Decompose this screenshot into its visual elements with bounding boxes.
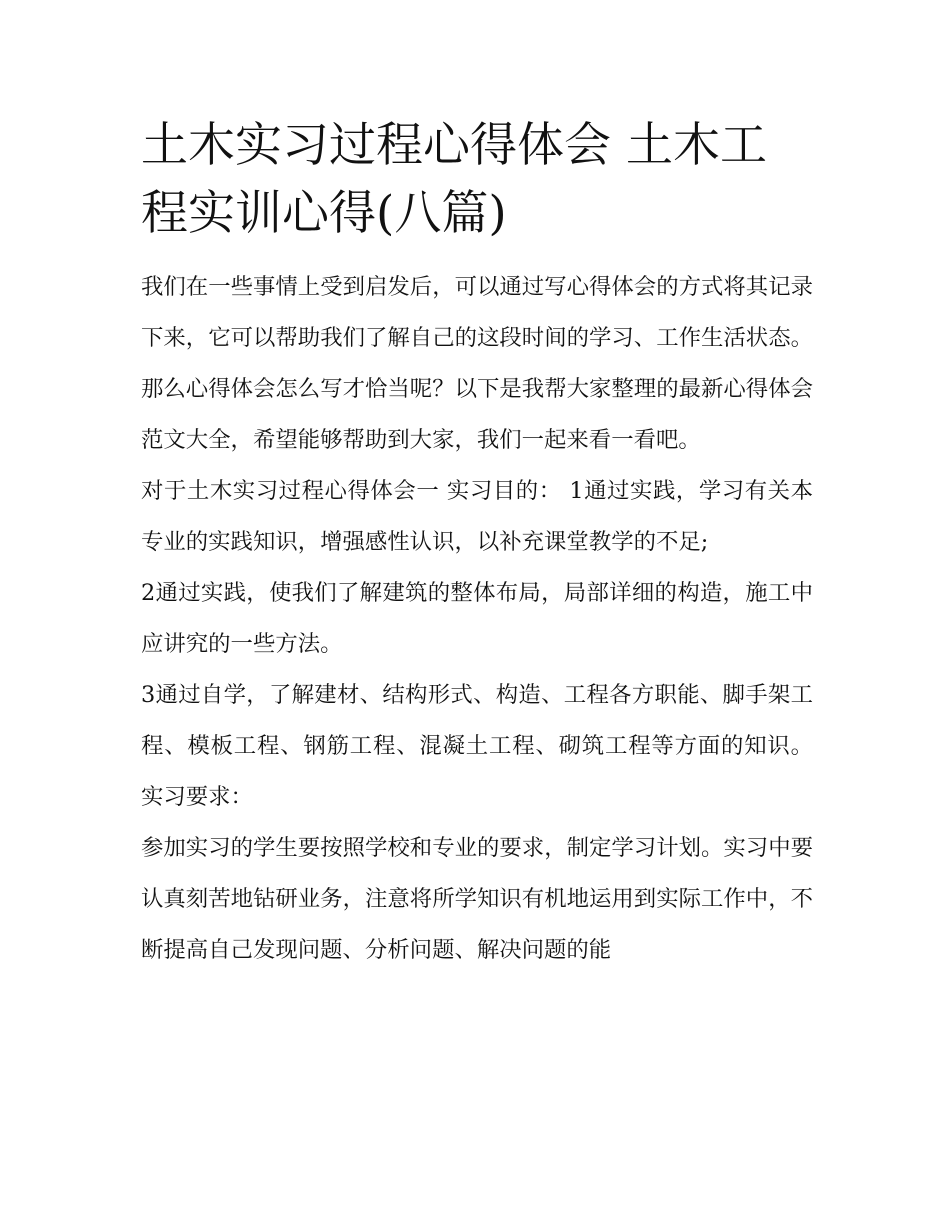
document-body bbox=[141, 112, 813, 976]
paragraph-intro: 我们在一些事情上受到启发后，可以通过写心得体会的方式将其记录下来，它可以帮助我们了解自己的这段时间的学习、工作生活状态。那么心得体会怎么写才恰当呢？以下是我帮大家整理的最新心得体会范文大全，希望能够帮助到大家，我们一起来看一看吧。 bbox=[141, 274, 813, 453]
paragraph-requirements: 参加实习的学生要按照学校和专业的要求，制定学习计划。实习中要认真刻苦地钻研业务，注意将所学知识有机地运用到实际工作中，不断提高自己发现问题、分析问题、解决问题的能 bbox=[141, 835, 813, 963]
paragraph-purpose-2: 2通过实践，使我们了解建筑的整体布局，局部详细的构造，施工中应讲究的一些方法。 bbox=[141, 580, 813, 657]
document-title: 土木实习过程心得体会 土木工程实训心得(八篇) bbox=[141, 118, 767, 241]
paragraph-purpose-1: 对于土木实习过程心得体会一 实习目的： 1通过实践，学习有关本专业的实践知识，增强感性认识，以补充课堂教学的不足; bbox=[141, 478, 813, 555]
paragraph-purpose-3: 3通过自学，了解建材、结构形式、构造、工程各方职能、脚手架工程、模板工程、钢筋工程、混凝土工程、砌筑工程等方面的知识。 实习要求： bbox=[141, 682, 813, 810]
